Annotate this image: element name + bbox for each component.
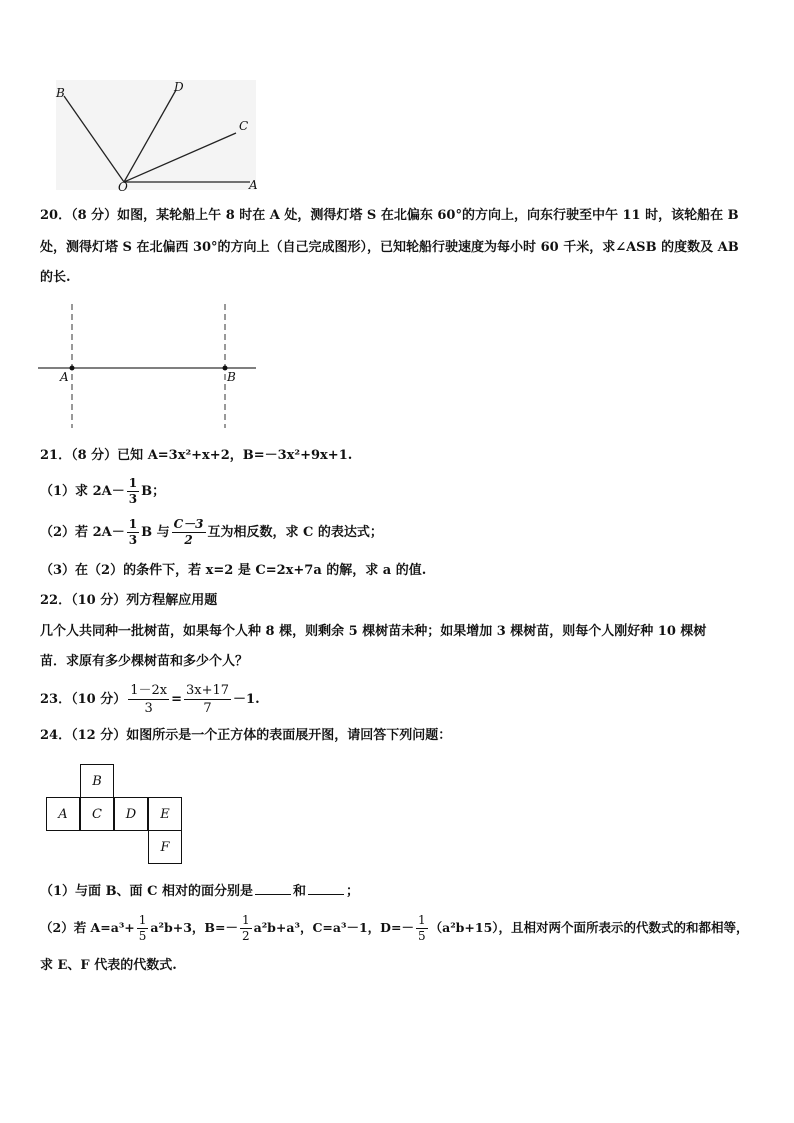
ship-figure bbox=[36, 302, 260, 430]
fraction-den: 5 bbox=[417, 929, 426, 943]
angle-figure bbox=[40, 78, 270, 198]
fraction-den: 2 bbox=[241, 929, 250, 943]
fraction-one-half bbox=[240, 913, 252, 944]
q24-intro: 24．（12 分）如图所示是一个正方体的表面展开图，请回答下列问题： bbox=[40, 728, 452, 743]
q21-part1 bbox=[40, 474, 165, 510]
label-A: A bbox=[249, 178, 258, 192]
fraction-den: 3 bbox=[128, 533, 138, 547]
q20-line1: 20．（8 分）如图，某轮船上午 8 时在 A 处，测得灯塔 S 在北偏东 60°的方向上，向东行驶至中午 11 时，该轮船在 B bbox=[40, 208, 739, 223]
q23-pre: 23．（10 分） bbox=[40, 692, 127, 707]
q21-p2-mid: B 与 bbox=[141, 525, 170, 540]
q24-p1-pre: （1）与面 B、面 C 相对的面分别是 bbox=[40, 884, 253, 899]
q20-line2: 处，测得灯塔 S 在北偏西 30°的方向上（自己完成图形），已知轮船行驶速度为每小时 60 千米，求∠ASB 的度数及 AB bbox=[40, 240, 739, 255]
point-A bbox=[70, 366, 75, 371]
q23-equation bbox=[40, 680, 260, 720]
label-C: C bbox=[239, 119, 249, 133]
fraction-one-third bbox=[127, 517, 139, 548]
q24-part2 bbox=[40, 908, 749, 948]
q21-intro: 21．（8 分）已知 A=3x²+x+2，B=－3x²+9x+1. bbox=[40, 448, 353, 463]
fraction-den: 3 bbox=[144, 701, 153, 716]
q24-p2-b: a²b+3，B=－ bbox=[150, 920, 238, 935]
q24-part1 bbox=[40, 882, 359, 902]
q21-part2 bbox=[40, 515, 383, 551]
fraction-num: 1 bbox=[128, 517, 138, 531]
cube-face-F: F bbox=[148, 830, 182, 864]
q21-p1-pre: （1）求 2A－ bbox=[40, 484, 125, 499]
label-point-A: A bbox=[60, 370, 69, 384]
q24-p2-c: a²b+a³，C=a³－1，D=－ bbox=[253, 920, 414, 935]
fraction-den: 3 bbox=[128, 492, 138, 506]
answer-blank-2[interactable] bbox=[308, 882, 344, 895]
q24-p1-and: 和 bbox=[292, 884, 306, 899]
fraction-num: 1 bbox=[417, 913, 426, 927]
fraction-num: 1 bbox=[138, 913, 147, 927]
label-point-B: B bbox=[227, 370, 236, 384]
fraction-num: 3x+17 bbox=[186, 683, 230, 698]
fraction-rhs bbox=[184, 682, 231, 717]
q23-eq: = bbox=[171, 692, 182, 707]
answer-blank-1[interactable] bbox=[255, 882, 291, 895]
label-B: B bbox=[56, 86, 65, 100]
fraction-c-minus-3-over-2 bbox=[172, 517, 206, 548]
q21-p2-pre: （2）若 2A－ bbox=[40, 525, 125, 540]
q20-line3: 的长. bbox=[40, 270, 71, 285]
q22-line2: 苗．求原有多少棵树苗和多少个人？ bbox=[40, 654, 249, 669]
q22-title: 22．（10 分）列方程解应用题 bbox=[40, 593, 218, 608]
figure-background bbox=[56, 80, 256, 190]
cube-face-A: A bbox=[46, 797, 80, 831]
q21-p2-post: 互为相反数，求 C 的表达式； bbox=[207, 525, 383, 540]
cube-face-D: D bbox=[114, 797, 148, 831]
q21-p1-post: B； bbox=[141, 484, 166, 499]
cube-face-E: E bbox=[148, 797, 182, 831]
q21-part3: （3）在（2）的条件下，若 x=2 是 C=2x+7a 的解，求 a 的值. bbox=[40, 563, 427, 578]
fraction-one-fifth bbox=[137, 913, 149, 944]
label-O: O bbox=[118, 180, 128, 194]
q24-p1-end: ； bbox=[345, 884, 359, 899]
label-D: D bbox=[174, 80, 184, 94]
fraction-num: 1 bbox=[241, 913, 250, 927]
q23-post: －1. bbox=[233, 692, 260, 707]
fraction-num: 1 bbox=[128, 476, 138, 490]
q24-part2-line2: 求 E、F 代表的代数式. bbox=[40, 958, 177, 973]
fraction-num: C－3 bbox=[173, 517, 204, 531]
q24-p2-d: （a²b+15），且相对两个面所表示的代数式的和都相等， bbox=[429, 920, 749, 935]
fraction-den: 5 bbox=[138, 929, 147, 943]
fraction-den: 7 bbox=[203, 701, 212, 716]
fraction-den: 2 bbox=[184, 533, 193, 547]
q24-p2-a: （2）若 A=a³+ bbox=[40, 920, 135, 935]
cube-face-B: B bbox=[80, 764, 114, 798]
fraction-lhs bbox=[128, 682, 169, 717]
fraction-one-third bbox=[127, 476, 139, 507]
fraction-num: 1－2x bbox=[130, 683, 168, 698]
fraction-one-fifth bbox=[416, 913, 428, 944]
q22-line1: 几个人共同种一批树苗，如果每个人种 8 棵，则剩余 5 棵树苗未种；如果增加 3 棵树苗，则每个人刚好种 10 棵树 bbox=[40, 624, 707, 639]
cube-face-C: C bbox=[80, 797, 114, 831]
